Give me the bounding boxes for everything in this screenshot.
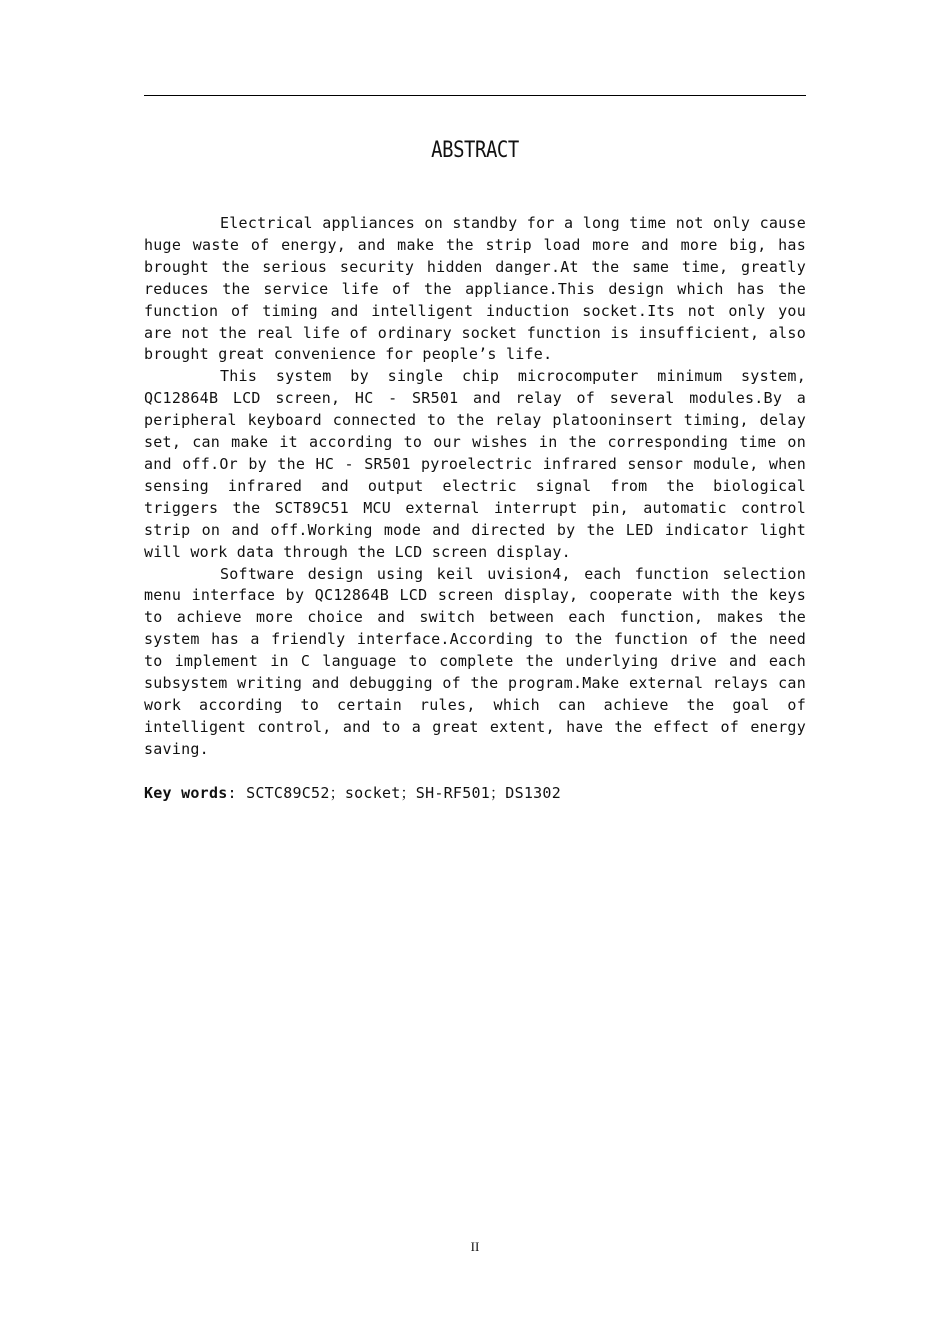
page-title: ABSTRACT [431, 138, 519, 163]
abstract-paragraph-1: Electrical appliances on standby for a long time not only cause huge waste of energy, and make the strip load more and more big, has brought the serious security hidden danger.At the same time, greatly reduces the service life of the appliance.This design which has the function of timing and intelligent induction socket.Its not only you are not the real life of ordinary socket function is insufficient, also brought great convenience for people’s life. [144, 214, 806, 364]
header-rule [144, 95, 806, 96]
abstract-paragraph-3: Software design using keil uvision4, each function selection menu interface by QC12864B LCD screen display, cooperate with the keys to achieve more choice and switch between each function, makes the system has a friendly interface.According to the function of the need to implement in C language to complete the underlying drive and each subsystem writing and debugging of the program.Make external relays can work according to certain rules, which can achieve the goal of intelligent control, and to a great extent, have the effect of energy saving. [144, 564, 806, 758]
page-number: II [470, 1239, 480, 1254]
keywords-text: : SCTC89C52；socket；SH-RF501；DS1302 [227, 784, 561, 802]
abstract-paragraph-2: This system by single chip microcomputer minimum system, QC12864B LCD screen, HC - SR501 and relay of several modules.By a peripheral keyboard connected to the relay platooninsert timing, delay set, can make it according to our wishes in the corresponding time on and off.Or by the HC - SR501 pyroelectric infrared sensor module, when sensing infrared and output electric signal from the biological triggers the SCT89C51 MCU external interrupt pin, automatic control strip on and off.Working mode and directed by the LED indicator light will work data through the LCD screen display. [144, 367, 806, 561]
abstract-body [144, 213, 806, 761]
keywords-line [144, 782, 806, 804]
keywords-label: Key words [144, 784, 228, 802]
